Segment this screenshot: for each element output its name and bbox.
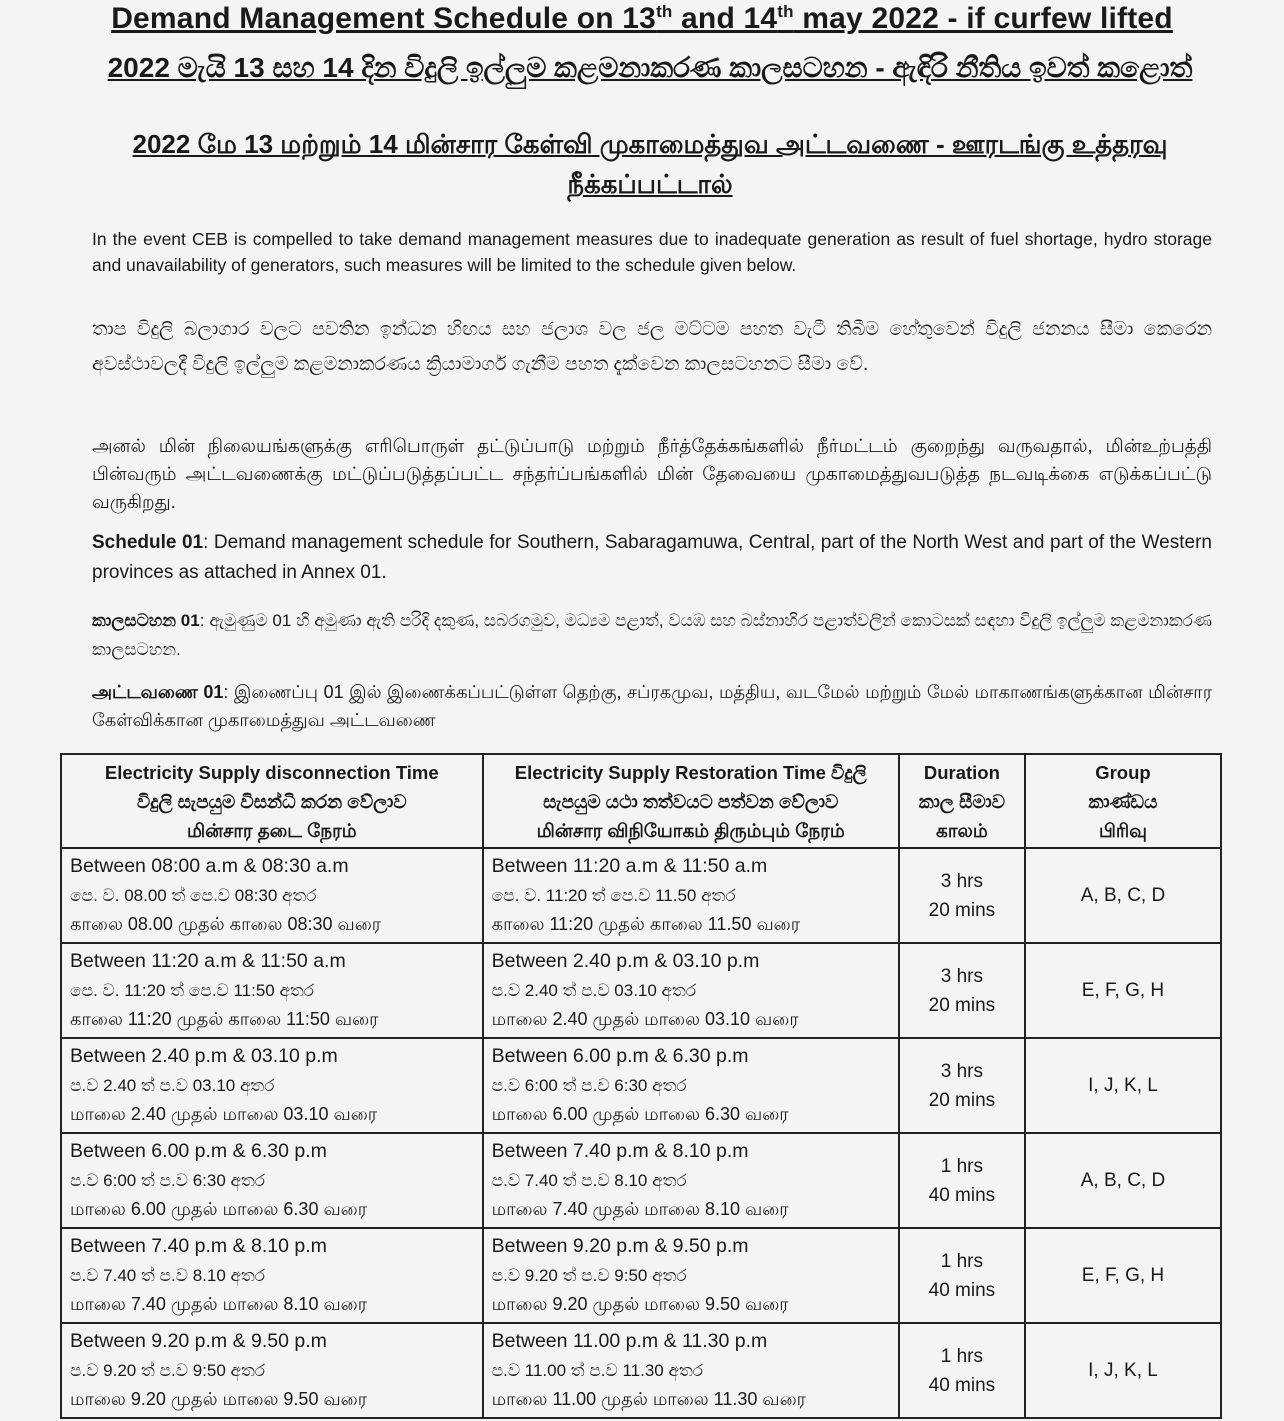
time-tamil: மாலை 9.20 முதல் மாலை 9.50 வரை: [491, 1294, 789, 1314]
time-sinhala: ප.ව 6:00 ත් ප.ව 6:30 අතර: [491, 1076, 687, 1095]
duration-mins: 20 mins: [928, 899, 996, 921]
time-sinhala: ප.ව 9.20 ත් ප.ව 9:50 අතර: [70, 1361, 266, 1380]
header-line: காலம்: [936, 819, 988, 841]
time-tamil: மாலை 2.40 முதல் மாலை 03.10 வரை: [491, 1009, 799, 1029]
time-sinhala: ප.ව 7.40 ත් ප.ව 8.10 අතර: [491, 1171, 687, 1190]
table-row: [61, 1133, 1221, 1228]
intro-sinhala: තාප විදුලි බලාගාර වලට පවතින ඉන්ධන හිඟය සහ ජලාශ වල ජල මට්ටම පහත වැටී තිබීම හේතුවෙන් විදුලි ජනනය සීමා කෙරෙන අවස්ථාවලදී විදුලි ඉල්ලුම කළමනාකරණය ක්‍රියාමාර්ග ගැනීම පහත දැක්වෙන කාලසටහනට සීමා වේ.: [92, 319, 1212, 375]
title-sinhala: 2022 මැයි 13 සහ 14 දින විදුලි ඉල්ලුම කළමනාකරණ කාලසටහන - ඇඳිරි නීතිය ඉවත් කළොත්: [107, 52, 1193, 83]
duration-cell: [899, 1038, 1025, 1133]
schedule-note-tamil: [92, 678, 1212, 734]
restore-time-cell: [483, 943, 899, 1038]
time-sinhala: ප.ව 6:00 ත් ප.ව 6:30 අතර: [70, 1171, 266, 1190]
duration-hours: 3 hrs: [940, 870, 984, 892]
disconnect-time-cell: [61, 848, 483, 943]
disconnect-time-cell: [61, 943, 483, 1038]
duration-hours: 1 hrs: [940, 1345, 984, 1367]
time-english: Between 11:20 a.m & 11:50 a.m: [70, 950, 346, 972]
time-sinhala: ප.ව 9.20 ත් ප.ව 9:50 අතර: [491, 1266, 687, 1285]
group-cell: I, J, K, L: [1025, 1038, 1221, 1133]
duration-hours: 3 hrs: [940, 1060, 984, 1082]
duration-mins: 20 mins: [928, 1089, 996, 1111]
group-cell: A, B, C, D: [1025, 848, 1221, 943]
header-line: மின்சார தடை நேரம்: [186, 819, 357, 841]
time-tamil: காலை 08.00 முதல் காலை 08:30 வரை: [70, 914, 382, 934]
title-english-part: and 14: [672, 2, 778, 35]
time-tamil: மாலை 7.40 முதல் மாலை 8.10 வரை: [70, 1294, 368, 1314]
duration-hours: 1 hrs: [940, 1250, 984, 1272]
header-group: [1025, 754, 1221, 848]
group-cell: I, J, K, L: [1025, 1323, 1221, 1418]
title-english-sup: th: [777, 2, 794, 21]
duration-mins: 40 mins: [928, 1374, 996, 1396]
header-line: කාණ්ඩය: [1088, 790, 1158, 812]
duration-cell: [899, 1133, 1025, 1228]
time-english: Between 08:00 a.m & 08:30 a.m: [70, 855, 349, 877]
time-english: Between 2.40 p.m & 03.10 p.m: [70, 1045, 338, 1067]
time-english: Between 6.00 p.m & 6.30 p.m: [491, 1045, 749, 1067]
header-disconnect: [61, 754, 483, 848]
duration-mins: 40 mins: [928, 1279, 996, 1301]
schedule-label: அட்டவணை 01: [92, 682, 224, 702]
restore-time-cell: [483, 1133, 899, 1228]
time-english: Between 6.00 p.m & 6.30 p.m: [70, 1140, 327, 1162]
disconnect-time-cell: [61, 1323, 483, 1418]
duration-cell: [899, 848, 1025, 943]
disconnect-time-cell: [61, 1133, 483, 1228]
time-tamil: மாலை 7.40 முதல் மாலை 8.10 வரை: [491, 1199, 789, 1219]
group-cell: E, F, G, H: [1025, 1228, 1221, 1323]
disconnect-time-cell: [61, 1038, 483, 1133]
title-tamil: 2022 மே 13 மற்றும் 14 மின்சார கேள்வி முகாமைத்துவ அட்டவணை - ஊரடங்கு உத்தரவு நீக்கப்பட்டால்: [132, 129, 1168, 199]
duration-cell: [899, 943, 1025, 1038]
title-english: [0, 2, 1284, 36]
time-sinhala: පෙ. ව. 11:20 ත් පෙ.ව 11:50 අතර: [70, 981, 315, 1000]
group-cell: E, F, G, H: [1025, 943, 1221, 1038]
time-english: Between 11:20 a.m & 11:50 a.m: [491, 855, 768, 877]
time-sinhala: ප.ව 2.40 ත් ප.ව 03.10 අතර: [70, 1076, 275, 1095]
schedule-text: : ඇමුණුම 01 හි අමුණා ඇති පරිදි දකුණ, සබරගමුව, මධ්‍යම පළාත්, වයඹ සහ බස්නාහිර පළාත්වලින් කොටසක් සඳහා විදුලි ඉල්ලුම කළමනාකරණ කාලසටහන.: [92, 611, 1212, 659]
time-tamil: மாலை 9.20 முதல் மாலை 9.50 வரை: [70, 1389, 368, 1409]
time-tamil: காலை 11:20 முதல் காலை 11:50 வரை: [70, 1009, 379, 1029]
table-header-row: [61, 754, 1221, 848]
time-tamil: மாலை 6.00 முதல் மாலை 6.30 வரை: [70, 1199, 368, 1219]
time-english: Between 11.00 p.m & 11.30 p.m: [491, 1330, 768, 1352]
intro-tamil: அனல் மின் நிலையங்களுக்கு எரிபொருள் தட்டுப்பாடு மற்றும் நீர்த்தேக்கங்களில் நீர்மட்டம் குறைந்து வருவதால், மின்உற்பத்தி பின்வரும் அட்டவணைக்கு மட்டுப்படுத்தப்பட்ட சந்தர்ப்பங்களில் மின் தேவையை முகாமைத்துவபடுத்த நடவடிக்கை எடுக்கப்பட்டு வருகிறது.: [92, 435, 1212, 512]
header-line: සැපයුම යථා තත්වයට පත්වන වේලාව: [543, 790, 839, 812]
restore-time-cell: [483, 1323, 899, 1418]
time-tamil: காலை 11:20 முதல் காலை 11.50 வரை: [491, 914, 801, 934]
header-line: மின்சார விநியோகம் திரும்பும் நேரம்: [536, 819, 845, 841]
time-english: Between 7.40 p.m & 8.10 p.m: [70, 1235, 327, 1257]
time-english: Between 2.40 p.m & 03.10 p.m: [491, 950, 760, 972]
time-english: Between 7.40 p.m & 8.10 p.m: [491, 1140, 749, 1162]
schedule-text: : Demand management schedule for Southern, Sabaragamuwa, Central, part of the North West and part of the Western provinces as attached in Annex 01.: [92, 532, 1212, 583]
table-row: [61, 1228, 1221, 1323]
duration-mins: 40 mins: [928, 1184, 996, 1206]
time-english: Between 9.20 p.m & 9.50 p.m: [491, 1235, 749, 1257]
time-english: Between 9.20 p.m & 9.50 p.m: [70, 1330, 327, 1352]
time-tamil: மாலை 11.00 முதல் மாலை 11.30 வரை: [491, 1389, 806, 1409]
duration-cell: [899, 1323, 1025, 1418]
duration-hours: 1 hrs: [940, 1155, 984, 1177]
header-duration: [899, 754, 1025, 848]
title-english-sup: th: [656, 2, 673, 21]
header-line: Group: [1095, 761, 1151, 783]
restore-time-cell: [483, 1228, 899, 1323]
time-sinhala: පෙ. ව. 08.00 ත් පෙ.ව 08:30 අතර: [70, 886, 317, 905]
header-line: Duration: [923, 761, 1000, 783]
table-row: [61, 1323, 1221, 1418]
schedule-note-english: [92, 528, 1212, 588]
header-restore: [483, 754, 899, 848]
duration-hours: 3 hrs: [940, 965, 984, 987]
time-sinhala: පෙ. ව. 11:20 ත් පෙ.ව 11.50 අතර: [491, 886, 736, 905]
time-sinhala: ප.ව 7.40 ත් ප.ව 8.10 අතර: [70, 1266, 266, 1285]
title-english-part: may 2022 - if curfew lifted: [793, 2, 1173, 35]
header-line: Electricity Supply Restoration Time විදුලි: [514, 761, 867, 783]
header-line: විදුලි සැපයුම විසන්ධි කරන වේලාව: [136, 790, 407, 812]
schedule-text: : இணைப்பு 01 இல் இணைக்கப்பட்டுள்ள தெற்கு, சப்ரகமுவ, மத்திய, வடமேல் மற்றும் மேல் மாகாணங்களுக்கான மின்சார கேள்விக்கான முகாமைத்துவ அட்டவணை: [92, 682, 1213, 730]
time-sinhala: ප.ව 11.00 ත් ප.ව 11.30 අතර: [491, 1361, 704, 1380]
time-tamil: மாலை 2.40 முதல் மாலை 03.10 வரை: [70, 1104, 378, 1124]
restore-time-cell: [483, 848, 899, 943]
intro-english: In the event CEB is compelled to take demand management measures due to inadequate generation as result of fuel shortage, hydro storage and unavailability of generators, such measures will be limited to the schedule given below.: [92, 229, 1212, 275]
schedule-label: කාලසටහන 01: [92, 611, 200, 630]
disconnect-time-cell: [61, 1228, 483, 1323]
header-line: பிரிவு: [1099, 819, 1147, 841]
restore-time-cell: [483, 1038, 899, 1133]
schedule-label: Schedule 01: [92, 532, 204, 553]
table-row: [61, 848, 1221, 943]
group-cell: A, B, C, D: [1025, 1133, 1221, 1228]
header-line: Electricity Supply disconnection Time: [104, 761, 439, 783]
title-english-part: Demand Management Schedule on 13: [111, 2, 657, 35]
table-row: [61, 943, 1221, 1038]
duration-mins: 20 mins: [928, 994, 996, 1016]
time-tamil: மாலை 6.00 முதல் மாலை 6.30 வரை: [491, 1104, 789, 1124]
header-line: කාල සීමාව: [918, 790, 1006, 812]
schedule-table: [60, 753, 1222, 1419]
duration-cell: [899, 1228, 1025, 1323]
table-row: [61, 1038, 1221, 1133]
schedule-note-sinhala: [92, 606, 1212, 664]
time-sinhala: ප.ව 2.40 ත් ප.ව 03.10 අතර: [491, 981, 697, 1000]
